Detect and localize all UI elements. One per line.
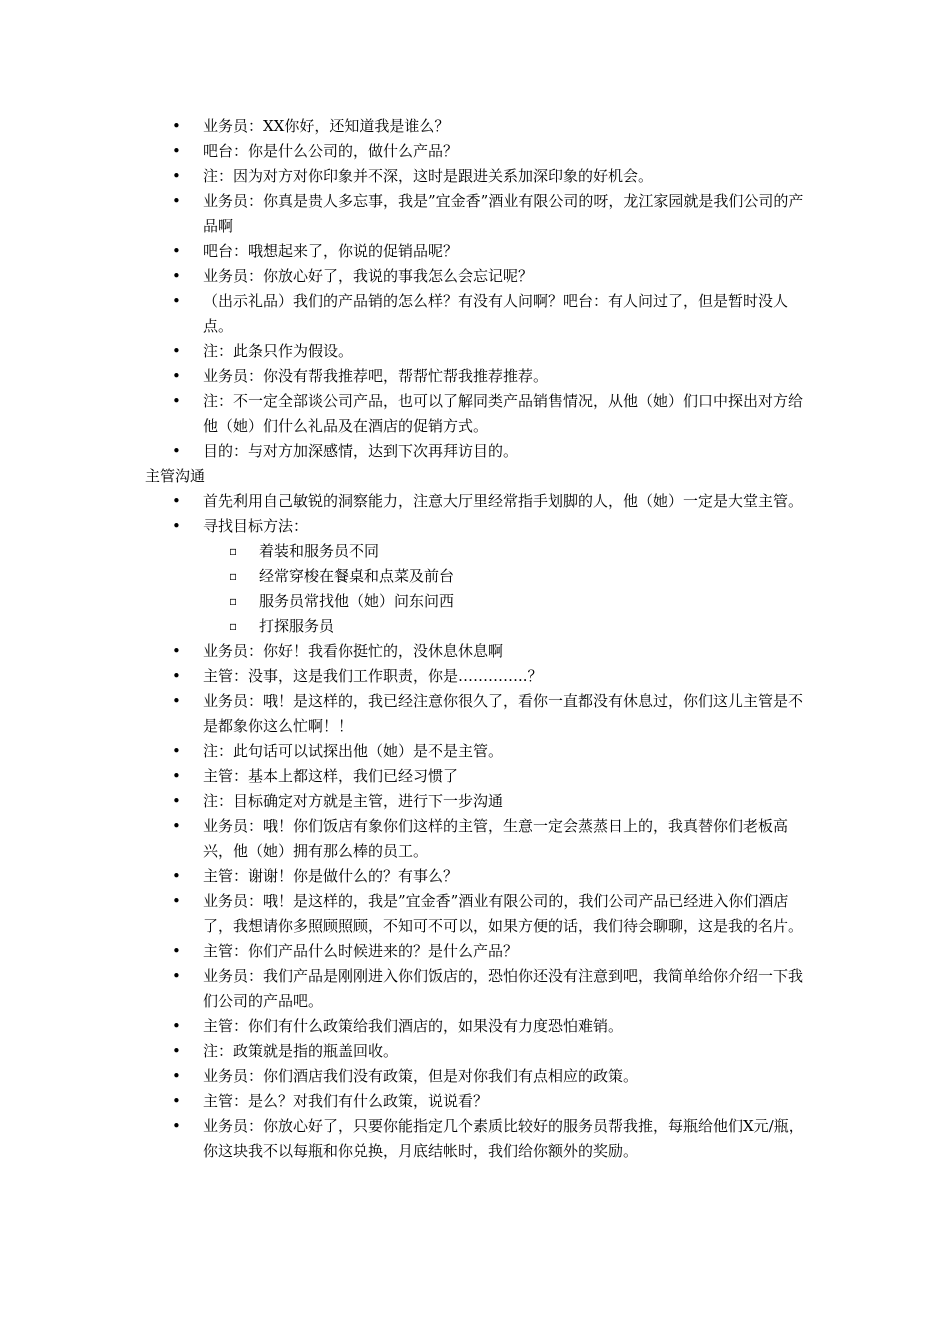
list-item <box>0 1039 809 1064</box>
list-item-text: 注：不一定全部谈公司产品，也可以了解同类产品销售情况，从他（她）们口中探出对方给他（她）们什么礼品及在酒店的促销方式。 <box>203 392 804 435</box>
bullet-icon: • <box>172 1017 181 1035</box>
bullet-icon: • <box>172 242 181 260</box>
list-item-text: 注：政策就是指的瓶盖回收。 <box>203 1042 399 1060</box>
list-item <box>0 364 809 389</box>
sub-list-item-text: 着装和服务员不同 <box>259 542 380 560</box>
list-item <box>0 164 809 189</box>
bullet-icon: • <box>172 767 181 785</box>
list-item <box>0 514 809 539</box>
list-item-text: 注：目标确定对方就是主管，进行下一步沟通 <box>203 792 504 810</box>
supervisor-intro-list <box>0 489 950 539</box>
list-item <box>0 1114 809 1164</box>
bullet-icon: • <box>172 967 181 985</box>
list-item-text: 吧台：哦想起来了，你说的促销品呢？ <box>203 242 459 260</box>
square-bullet-icon: ▫ <box>229 544 238 558</box>
list-item <box>0 964 809 1014</box>
list-item-text: 业务员：你放心好了，我说的事我怎么会忘记呢？ <box>203 267 534 285</box>
bullet-icon: • <box>172 192 181 210</box>
list-item-text: 注：此条只作为假设。 <box>203 342 354 360</box>
list-item-text: 业务员：哦！是这样的，我已经注意你很久了，看你一直都没有休息过，你们这儿主管是不是都象你这么忙啊！！ <box>203 692 804 735</box>
list-item <box>0 814 809 864</box>
list-item <box>0 1064 809 1089</box>
sub-list-item <box>0 564 950 589</box>
list-item <box>0 864 809 889</box>
list-item-text: 业务员：你真是贵人多忘事，我是”宜金香”酒业有限公司的呀，龙江家园就是我们公司的产品啊 <box>203 192 804 235</box>
bullet-icon: • <box>172 1067 181 1085</box>
list-item-text: 业务员：你放心好了，只要你能指定几个素质比较好的服务员帮我推，每瓶给他们X元/瓶，你这块我不以每瓶和你兑换，月底结帐时，我们给你额外的奖励。 <box>203 1117 804 1160</box>
bullet-icon: • <box>172 892 181 910</box>
bullet-icon: • <box>172 442 181 460</box>
bullet-icon: • <box>172 267 181 285</box>
sub-list-item <box>0 614 950 639</box>
bullet-icon: • <box>172 942 181 960</box>
list-item <box>0 439 809 464</box>
bullet-icon: • <box>172 817 181 835</box>
bullet-icon: • <box>172 742 181 760</box>
target-method-sublist <box>0 539 950 639</box>
list-item-text: 主管：是么？对我们有什么政策，说说看？ <box>203 1092 489 1110</box>
square-bullet-icon: ▫ <box>229 594 238 608</box>
list-item <box>0 114 809 139</box>
bullet-icon: • <box>172 667 181 685</box>
list-item <box>0 389 809 439</box>
bullet-icon: • <box>172 1092 181 1110</box>
bullet-icon: • <box>172 167 181 185</box>
square-bullet-icon: ▫ <box>229 619 238 633</box>
supervisor-dialogue-list <box>0 639 950 1164</box>
list-item-text: 注：此句话可以试探出他（她）是不是主管。 <box>203 742 504 760</box>
list-item-text: 首先利用自己敏锐的洞察能力，注意大厅里经常指手划脚的人，他（她）一定是大堂主管。 <box>203 492 804 510</box>
sub-list-item-text: 经常穿梭在餐桌和点菜及前台 <box>259 567 455 585</box>
bullet-icon: • <box>172 1117 181 1135</box>
list-item <box>0 739 809 764</box>
bullet-icon: • <box>172 292 181 310</box>
list-item <box>0 289 809 339</box>
list-item-text: 主管：谢谢！你是做什么的？有事么？ <box>203 867 459 885</box>
list-item <box>0 1014 809 1039</box>
list-item <box>0 189 809 239</box>
list-item <box>0 264 809 289</box>
bullet-icon: • <box>172 1042 181 1060</box>
list-item-text: 业务员：你没有帮我推荐吧，帮帮忙帮我推荐推荐。 <box>203 367 549 385</box>
bullet-icon: • <box>172 792 181 810</box>
square-bullet-icon: ▫ <box>229 569 238 583</box>
list-item-text: 业务员：哦！你们饭店有象你们这样的主管，生意一定会蒸蒸日上的，我真替你们老板高兴，他（她）拥有那么棒的员工。 <box>203 817 789 860</box>
bullet-icon: • <box>172 142 181 160</box>
list-item <box>0 939 809 964</box>
list-item-text: 主管：基本上都这样，我们已经习惯了 <box>203 767 459 785</box>
sub-list-item-text: 服务员常找他（她）问东问西 <box>259 592 455 610</box>
list-item-text: 业务员：你好！我看你挺忙的，没休息休息啊 <box>203 642 504 660</box>
visit-dialogue-list <box>0 114 950 464</box>
bullet-icon: • <box>172 642 181 660</box>
section-heading: 主管沟通 <box>145 467 206 485</box>
list-item <box>0 489 809 514</box>
list-item <box>0 239 809 264</box>
sub-list-item-text: 打探服务员 <box>259 617 335 635</box>
list-item <box>0 689 809 739</box>
list-item-text: 目的：与对方加深感情，达到下次再拜访目的。 <box>203 442 519 460</box>
list-item <box>0 139 809 164</box>
sub-list-item <box>0 589 950 614</box>
list-item <box>0 764 809 789</box>
list-item <box>0 639 809 664</box>
bullet-icon: • <box>172 392 181 410</box>
bullet-icon: • <box>172 367 181 385</box>
bullet-icon: • <box>172 867 181 885</box>
list-item-text: 业务员：哦！是这样的，我是”宜金香”酒业有限公司的，我们公司产品已经进入你们酒店了，我想请你多照顾照顾，不知可不可以，如果方便的话，我们待会聊聊，这是我的名片。 <box>203 892 804 935</box>
list-item-text: 业务员：XX你好，还知道我是谁么？ <box>203 117 450 135</box>
list-item <box>0 339 809 364</box>
bullet-icon: • <box>172 492 181 510</box>
list-item-text: 业务员：我们产品是刚刚进入你们饭店的，恐怕你还没有注意到吧，我简单给你介绍一下我们公司的产品吧。 <box>203 967 804 1010</box>
list-item <box>0 889 809 939</box>
list-item-text: 主管：你们产品什么时候进来的？是什么产品？ <box>203 942 519 960</box>
sub-list-item <box>0 539 950 564</box>
list-item-text: 主管：没事，这是我们工作职责，你是…………..？ <box>203 667 543 685</box>
list-item-text: 注：因为对方对你印象并不深，这时是跟进关系加深印象的好机会。 <box>203 167 654 185</box>
list-item <box>0 789 809 814</box>
list-item-text: 主管：你们有什么政策给我们酒店的，如果没有力度恐怕难销。 <box>203 1017 624 1035</box>
list-item-text: 寻找目标方法： <box>203 517 309 535</box>
list-item <box>0 1089 809 1114</box>
document-body <box>0 114 950 1164</box>
list-item-text: 吧台：你是什么公司的，做什么产品？ <box>203 142 459 160</box>
list-item-text: （出示礼品）我们的产品销的怎么样？有没有人问啊？吧台：有人问过了，但是暂时没人点。 <box>203 292 789 335</box>
bullet-icon: • <box>172 517 181 535</box>
bullet-icon: • <box>172 342 181 360</box>
list-item-text: 业务员：你们酒店我们没有政策，但是对你我们有点相应的政策。 <box>203 1067 639 1085</box>
bullet-icon: • <box>172 117 181 135</box>
list-item <box>0 664 809 689</box>
bullet-icon: • <box>172 692 181 710</box>
